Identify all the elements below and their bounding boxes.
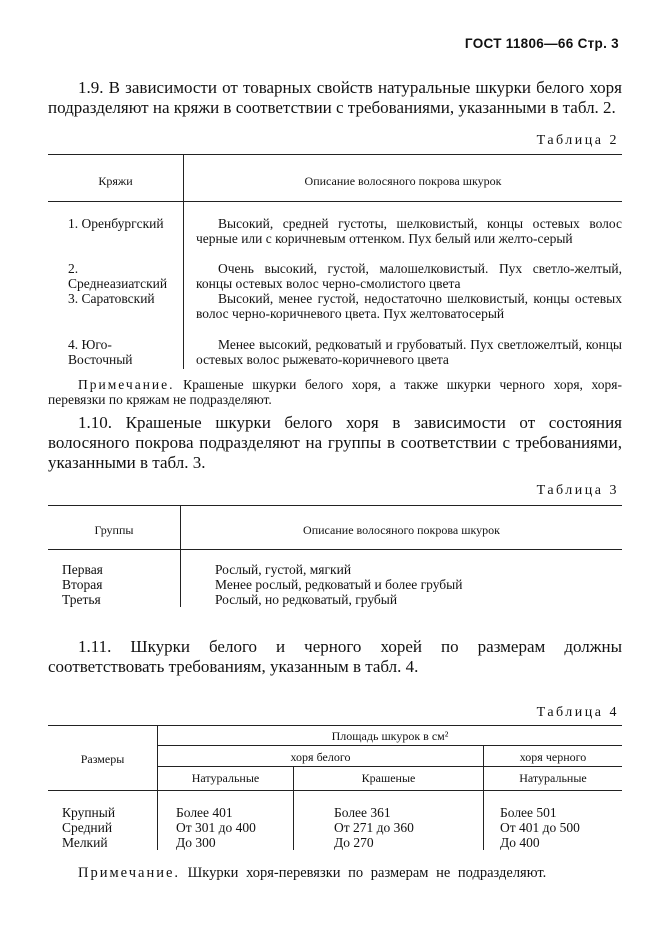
table-4-header-white: хоря белого [290,750,351,764]
table-2-row-1-desc: Высокий, средней густоты, шелковистый, концы остевых волос черные или с коричневым оттенком. Пух белый или желто-серый [196,216,622,246]
table-4-note-text: Шкурки хоря-перевязки по размерам не подразделяют. [180,865,547,881]
table-4-header-black: хоря черного [519,750,587,764]
table-3-header-groups: Группы [94,523,134,537]
table-2-top-rule [48,154,622,155]
table-3-column-divider [180,505,181,607]
page-header: ГОСТ 11806—66 Стр. 3 [464,36,619,51]
table-4-header-rule [48,790,622,791]
table-2-note-label: Примечание. [78,377,175,392]
table-2-row-2-name: 2. Среднеазиатский [68,261,168,291]
table-4-row-2-dyed: От 271 до 360 [334,820,414,835]
table-4-row-1-natural-white: Более 401 [176,805,233,820]
table-4-row-1-size: Крупный [62,805,116,820]
table-3-header-description: Описание волосяного покрова шкурок [303,523,500,537]
table-4-row-1-dyed: Более 361 [334,805,391,820]
table-4-row-3-size: Мелкий [62,835,108,850]
table-4-header-natural-black: Натуральные [519,771,587,785]
table-4-header-area: Площадь шкурок в см² [331,729,449,743]
paragraph-1-10-text: 1.10. Крашеные шкурки белого хоря в зависимости от состояния волосяного покрова подразделяют на группы в соответствии с требованиями, указанными в табл. 3. [48,413,622,472]
table-3-row-1-desc: Рослый, густой, мягкий [215,562,352,577]
table-4-row-2-size: Средний [62,820,113,835]
paragraph-1-9-text: 1.9. В зависимости от товарных свойств натуральные шкурки белого хоря подразделяют на кряжи в соответствии с требованиями, указанными в табл. 2. [48,78,622,117]
table-2-row-4-name: 4. Юго-Восточный [68,337,133,367]
table-4-subheader-rule [157,766,622,767]
table-4-row-1-natural-black: Более 501 [500,805,557,820]
table-4-row-3-natural-black: До 400 [500,835,540,850]
table-2-header-description: Описание волосяного покрова шкурок [304,174,502,188]
table-3-top-rule [48,505,622,506]
table-4-area-rule [157,745,622,746]
table-2-row-4-desc: Менее высокий, редковатый и грубоватый. Пух светложелтый, концы остевых волос рыжевато-коричневого цвета [196,337,622,367]
paragraph-1-11-text: 1.11. Шкурки белого и черного хорей по размерам должны соответствовать требованиям, указанным в табл. 4. [48,637,622,676]
table-2-header-kryazhi: Кряжи [98,174,133,188]
paragraph-1-9 [48,78,622,118]
table-4-row-2-natural-white: От 301 до 400 [176,820,256,835]
table-3-header-rule [48,549,622,550]
table-4-top-rule [48,725,622,726]
table-2-row-3-name: 3. Саратовский [68,291,155,306]
table-3-row-2-desc: Менее рослый, редковатый и более грубый [215,577,463,592]
table-4-note [48,866,622,881]
table-4-header-natural-white: Натуральные [191,771,260,785]
table-4-note-label: Примечание. [78,865,181,881]
table-2-caption: Таблица 2 [536,133,619,148]
paragraph-1-11 [48,637,622,677]
paragraph-1-10 [48,413,622,473]
table-4-header-dyed: Крашеные [361,771,416,785]
table-4-header-sizes: Размеры [80,752,125,766]
table-2-header-rule [48,201,622,202]
table-4-row-2-natural-black: От 401 до 500 [500,820,580,835]
table-2-row-3-desc: Высокий, менее густой, недостаточно шелковистый, концы остевых волос черно-коричневого цвета. Пух желтоватосерый [196,291,622,321]
table-4-row-3-natural-white: До 300 [176,835,216,850]
table-3-row-3-name: Третья [62,592,101,607]
table-3-row-1-name: Первая [62,562,103,577]
table-2-note [48,377,622,407]
table-4-caption: Таблица 4 [536,705,619,720]
table-2-note-text: Крашеные шкурки белого хоря, а также шкурки черного хоря, хоря-перевязки по кряжам не подразделяют. [48,377,622,407]
table-4-row-3-dyed: До 270 [334,835,374,850]
table-2-row-1-name: 1. Оренбургский [68,216,164,231]
table-2-row-2-desc: Очень высокий, густой, малошелковистый. Пух светло-желтый, концы остевых волос черно-смолистого цвета [196,261,622,291]
table-3-caption: Таблица 3 [536,483,619,498]
table-3-row-2-name: Вторая [62,577,103,592]
table-3-row-3-desc: Рослый, но редковатый, грубый [215,592,398,607]
